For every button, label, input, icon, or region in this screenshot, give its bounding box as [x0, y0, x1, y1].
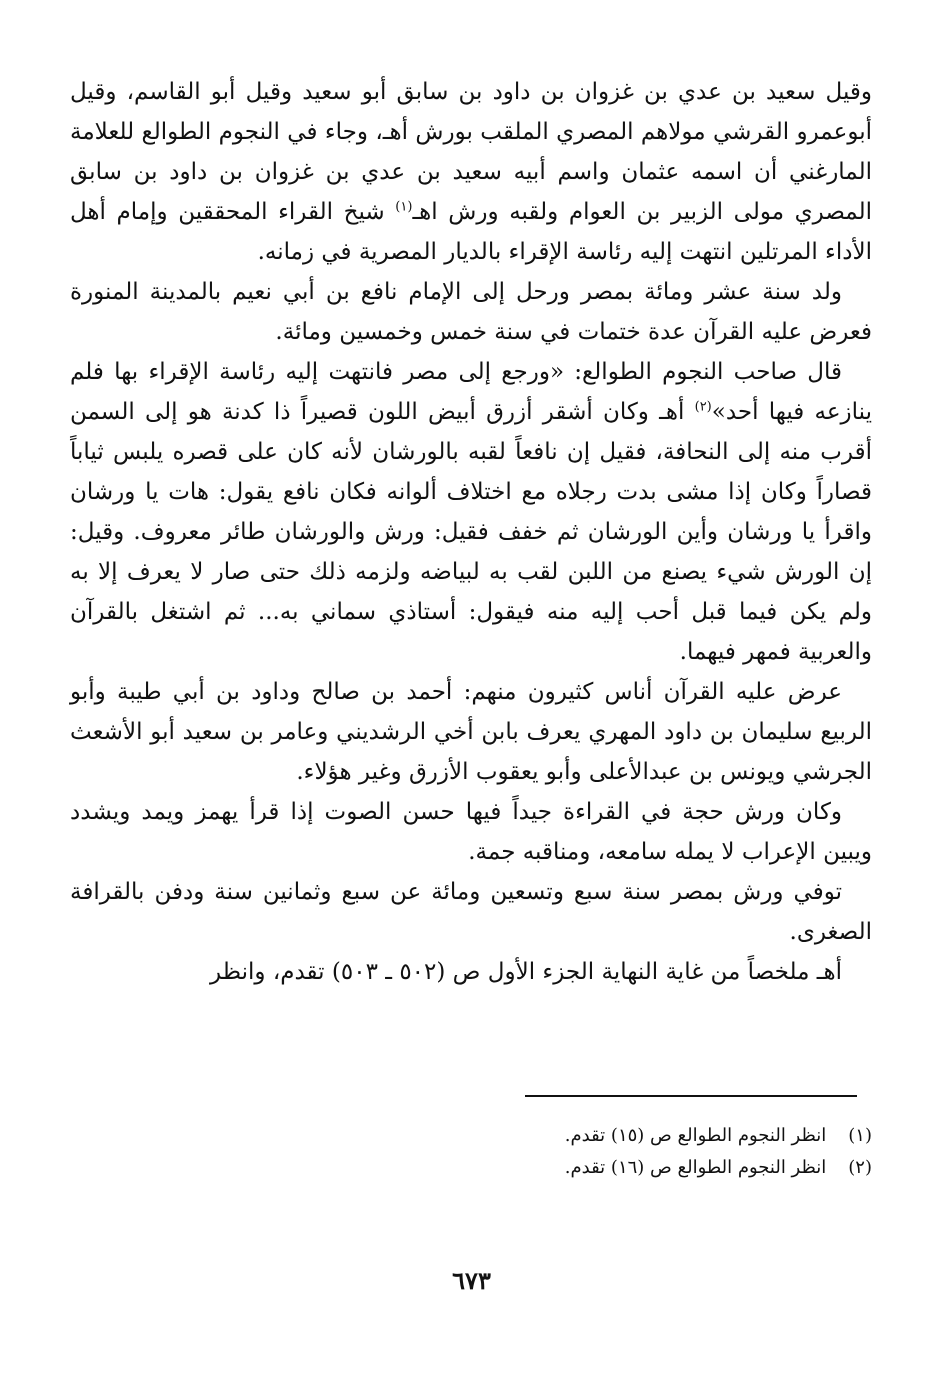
paragraph-5: وكان ورش حجة في القراءة جيداً فيها حسن الصوت إذا قرأ يهمز ويمد ويشدد ويبين الإعراب لا يمله سامعه، ومناقبه جمة. [70, 799, 872, 865]
paragraph-3 [70, 352, 872, 672]
footnote-number: (١) [848, 1125, 872, 1146]
footnote-number: (٢) [848, 1157, 872, 1178]
footnote-text: انظر النجوم الطوالع ص (١٥) تقدم. [564, 1125, 827, 1146]
paragraph-6: توفي ورش بمصر سنة سبع وتسعين ومائة عن سبع وثمانين سنة ودفن بالقرافة الصغرى. [70, 879, 872, 945]
footnote-text: انظر النجوم الطوالع ص (١٦) تقدم. [564, 1157, 827, 1178]
paragraph-3-text: قال صاحب النجوم الطوالع: «ورجع إلى مصر فانتهت إليه رئاسة الإقراء بها فلم ينازعه فيها أحد» [70, 359, 872, 425]
paragraph-3-text-cont: أهـ وكان أشقر أزرق أبيض اللون قصيراً ذا كدنة هو إلى السمن أقرب منه إلى النحافة، فقيل إن نافعاً لقبه بالورشان لأنه كان على قصره يلبس ثياباً قصاراً وكان إذا مشى بدت رجلاه مع اختلاف ألوانه فكان نافع يقول: هات يا ورشان واقرأ يا ورشان وأين الورشان ثم خفف فقيل: ورش والورشان طائر معروف. وقيل: إن الورش شيء يصنع من اللبن لقب به لبياضه ولزمه ذلك حتى صار لا يعرف إلا به ولم يكن فيما قبل أحب إليه منه فيقول: أستاذي سماني به... ثم اشتغل بالقرآن والعربية فمهر فيهما. [70, 399, 872, 665]
paragraph-1-text-cont: شيخ القراء المحققين وإمام أهل الأداء المرتلين انتهت إليه رئاسة الإقراء بالديار المصرية في زمانه. [70, 199, 872, 265]
footnote-ref-2: (٢) [694, 399, 712, 415]
paragraph-7: أهـ ملخصاً من غاية النهاية الجزء الأول ص (٥٠٢ ـ ٥٠٣) تقدم، وانظر [210, 959, 842, 985]
paragraph-4: عرض عليه القرآن أناس كثيرون منهم: أحمد بن صالح وداود بن أبي طيبة وأبو الربيع سليمان بن داود المهري يعرف بابن أخي الرشديني وعامر بن سعيد أبو الأشعث الجرشي ويونس بن عبدالأعلى وأبو يعقوب الأزرق وغير هؤلاء. [70, 679, 872, 785]
body-text [70, 72, 872, 992]
footnote-1 [300, 1120, 872, 1152]
footnote-separator [525, 1095, 857, 1097]
paragraph-1-text: وقيل سعيد بن عدي بن غزوان بن داود بن سابق أبو سعيد وقيل أبو القاسم، وقيل أبوعمرو القرشي مولاهم المصري الملقب بورش أهـ، وجاء في النجوم الطوالع للعلامة المارغني أن اسمه عثمان واسم أبيه سعيد بن عدي بن غزوان بن داود بن سابق المصري مولى الزبير بن العوام ولقبه ورش اهـ [70, 79, 873, 225]
footnotes [300, 1120, 872, 1184]
footnote-ref-1: (١) [395, 199, 413, 215]
page-number: ٦٧٣ [452, 1266, 491, 1295]
paragraph-2: ولد سنة عشر ومائة بمصر ورحل إلى الإمام نافع بن أبي نعيم بالمدينة المنورة فعرض عليه القرآن عدة ختمات في سنة خمس وخمسين ومائة. [70, 279, 872, 345]
paragraph-1 [70, 72, 872, 272]
footnote-2 [300, 1152, 872, 1184]
